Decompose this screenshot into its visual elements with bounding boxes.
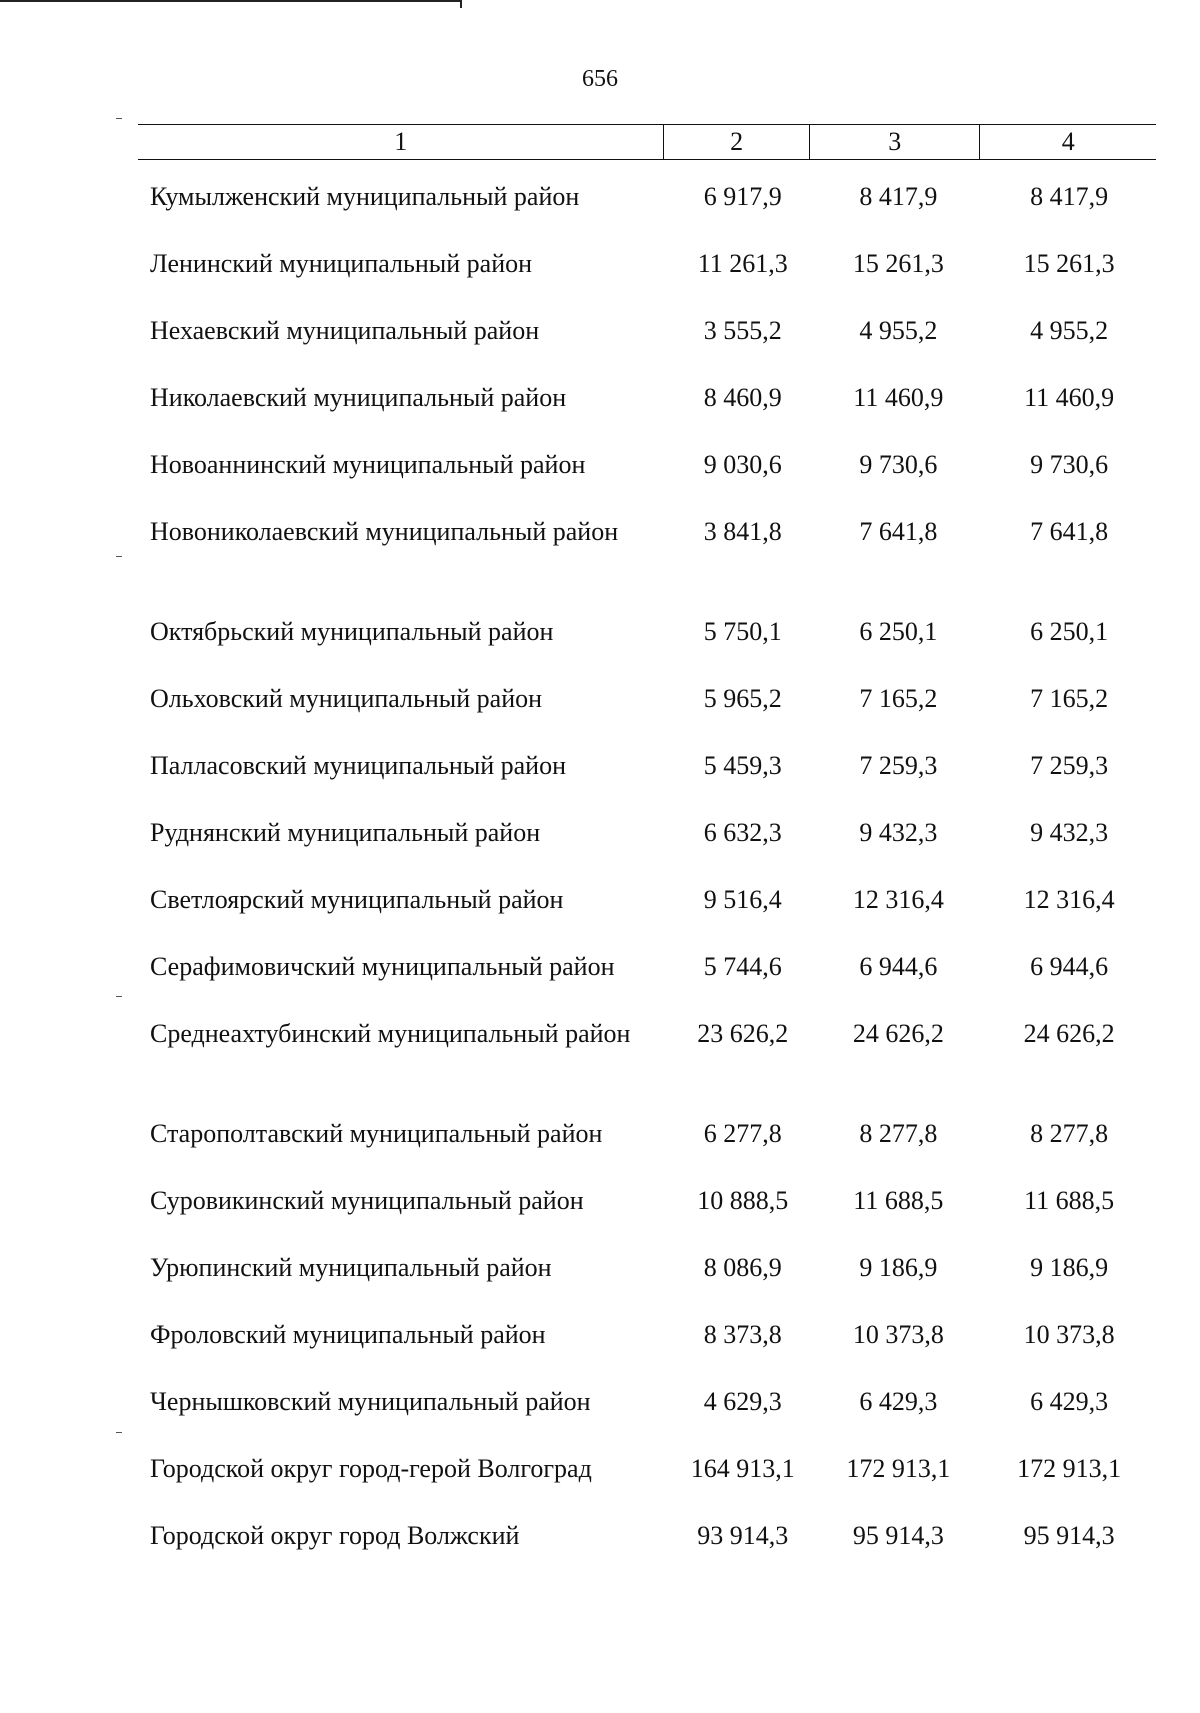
row-value-col4: 11 688,5	[1024, 1186, 1115, 1215]
row-value-col3: 24 626,2	[852, 1019, 944, 1048]
table-row	[138, 181, 1156, 248]
row-name-cell: Городской округ город Волжский	[150, 1521, 520, 1550]
row-value-col3: 95 914,3	[852, 1521, 944, 1550]
row-value-col3: 8 417,9	[859, 182, 938, 211]
table-row	[138, 449, 1156, 516]
row-name-cell: Серафимовичский муниципальный район	[150, 952, 615, 981]
row-value-col3: 6 250,1	[859, 617, 938, 646]
column-header-3: 3	[809, 125, 980, 160]
row-name-cell: Суровикинский муниципальный район	[150, 1186, 584, 1215]
margin-tick	[116, 1432, 122, 1433]
row-value-col2: 3 841,8	[703, 517, 782, 546]
row-value-col2: 3 555,2	[703, 316, 782, 345]
row-name-cell: Октябрьский муниципальный район	[150, 617, 554, 646]
row-name-cell: Чернышковский муниципальный район	[150, 1387, 591, 1416]
row-value-col2: 164 913,1	[690, 1454, 795, 1483]
row-value-col3: 7 641,8	[859, 517, 938, 546]
row-value-col4: 6 944,6	[1030, 952, 1109, 981]
row-value-col4: 7 259,3	[1030, 751, 1109, 780]
row-value-col4: 8 417,9	[1030, 182, 1109, 211]
table-row	[138, 884, 1156, 951]
table-row	[138, 1520, 1156, 1587]
row-name-cell: Ленинский муниципальный район	[150, 249, 533, 278]
row-value-col3: 15 261,3	[852, 249, 944, 278]
row-value-col3: 9 730,6	[859, 450, 938, 479]
table-row	[138, 951, 1156, 1018]
row-name-cell: Ольховский муниципальный район	[150, 684, 543, 713]
row-name-cell: Новониколаевский муниципальный район	[150, 517, 619, 546]
table-row	[138, 516, 1156, 616]
row-value-col4: 11 460,9	[1024, 383, 1115, 412]
row-name-cell: Руднянский муниципальный район	[150, 818, 541, 847]
table-row	[138, 1118, 1156, 1185]
row-value-col4: 9 432,3	[1030, 818, 1109, 847]
row-value-col3: 7 259,3	[859, 751, 938, 780]
row-value-col4: 172 913,1	[1017, 1454, 1122, 1483]
row-value-col3: 6 429,3	[859, 1387, 938, 1416]
row-value-col2: 9 516,4	[703, 885, 782, 914]
row-name-cell: Палласовский муниципальный район	[150, 751, 566, 780]
header-row	[138, 125, 1156, 160]
row-value-col3: 7 165,2	[859, 684, 938, 713]
margin-tick	[116, 556, 122, 557]
row-value-col2: 11 261,3	[697, 249, 788, 278]
row-name-cell: Городской округ город-герой Волгоград	[150, 1454, 592, 1483]
table-row	[138, 315, 1156, 382]
row-name-cell: Урюпинский муниципальный район	[150, 1253, 552, 1282]
row-value-col3: 9 432,3	[859, 818, 938, 847]
table-header	[138, 124, 1156, 160]
row-value-col4: 95 914,3	[1023, 1521, 1115, 1550]
table-row	[138, 248, 1156, 315]
row-value-col2: 23 626,2	[697, 1019, 789, 1048]
row-name-cell: Старополтавский муниципальный район	[150, 1119, 603, 1148]
table-row	[138, 750, 1156, 817]
row-value-col2: 10 888,5	[697, 1186, 789, 1215]
row-value-col2: 6 917,9	[703, 182, 782, 211]
column-header-2: 2	[664, 125, 810, 160]
row-value-col3: 4 955,2	[859, 316, 938, 345]
table-row	[138, 1386, 1156, 1453]
table-row	[138, 1319, 1156, 1386]
data-table	[138, 181, 1156, 1587]
row-name-cell: Фроловский муниципальный район	[150, 1320, 546, 1349]
row-value-col2: 5 459,3	[703, 751, 782, 780]
table-row	[138, 616, 1156, 683]
row-value-col2: 6 632,3	[703, 818, 782, 847]
row-value-col3: 172 913,1	[846, 1454, 951, 1483]
row-value-col4: 10 373,8	[1023, 1320, 1115, 1349]
row-value-col2: 5 744,6	[703, 952, 782, 981]
row-value-col3: 10 373,8	[852, 1320, 944, 1349]
row-value-col4: 4 955,2	[1030, 316, 1109, 345]
row-value-col2: 8 460,9	[703, 383, 782, 412]
table-row	[138, 1252, 1156, 1319]
column-header-1: 1	[138, 125, 664, 160]
row-value-col4: 9 186,9	[1030, 1253, 1109, 1282]
row-value-col2: 8 086,9	[703, 1253, 782, 1282]
row-value-col2: 5 750,1	[703, 617, 782, 646]
table-row	[138, 817, 1156, 884]
row-name-cell: Николаевский муниципальный район	[150, 383, 567, 412]
row-name-cell: Кумылженский муниципальный район	[150, 182, 580, 211]
row-value-col2: 93 914,3	[697, 1521, 789, 1550]
row-value-col3: 9 186,9	[859, 1253, 938, 1282]
row-value-col4: 6 429,3	[1030, 1387, 1109, 1416]
row-value-col3: 11 688,5	[853, 1186, 944, 1215]
row-name-cell: Среднеахтубинский муниципальный район	[150, 1019, 631, 1048]
row-name-cell: Светлоярский муниципальный район	[150, 885, 564, 914]
scan-edge-mark	[0, 0, 462, 8]
margin-tick	[116, 118, 122, 119]
page-number: 656	[582, 66, 618, 92]
row-value-col2: 4 629,3	[703, 1387, 782, 1416]
row-value-col3: 6 944,6	[859, 952, 938, 981]
table-row	[138, 1185, 1156, 1252]
row-value-col4: 15 261,3	[1023, 249, 1115, 278]
row-value-col2: 5 965,2	[703, 684, 782, 713]
table-row	[138, 683, 1156, 750]
row-name-cell: Новоаннинский муниципальный район	[150, 450, 586, 479]
row-value-col4: 6 250,1	[1030, 617, 1109, 646]
table-row	[138, 1453, 1156, 1520]
row-name-cell: Нехаевский муниципальный район	[150, 316, 540, 345]
row-value-col4: 24 626,2	[1023, 1019, 1115, 1048]
table-row	[138, 382, 1156, 449]
row-value-col3: 12 316,4	[852, 885, 944, 914]
row-value-col4: 12 316,4	[1023, 885, 1115, 914]
row-value-col3: 11 460,9	[853, 383, 944, 412]
row-value-col3: 8 277,8	[859, 1119, 938, 1148]
row-value-col4: 8 277,8	[1030, 1119, 1109, 1148]
row-value-col2: 6 277,8	[703, 1119, 782, 1148]
row-value-col2: 8 373,8	[703, 1320, 782, 1349]
row-value-col4: 9 730,6	[1030, 450, 1109, 479]
margin-tick	[116, 996, 122, 997]
row-value-col4: 7 641,8	[1030, 517, 1109, 546]
column-header-4: 4	[980, 125, 1156, 160]
table-row	[138, 1018, 1156, 1118]
row-value-col2: 9 030,6	[703, 450, 782, 479]
table-body	[138, 181, 1156, 1587]
row-value-col4: 7 165,2	[1030, 684, 1109, 713]
